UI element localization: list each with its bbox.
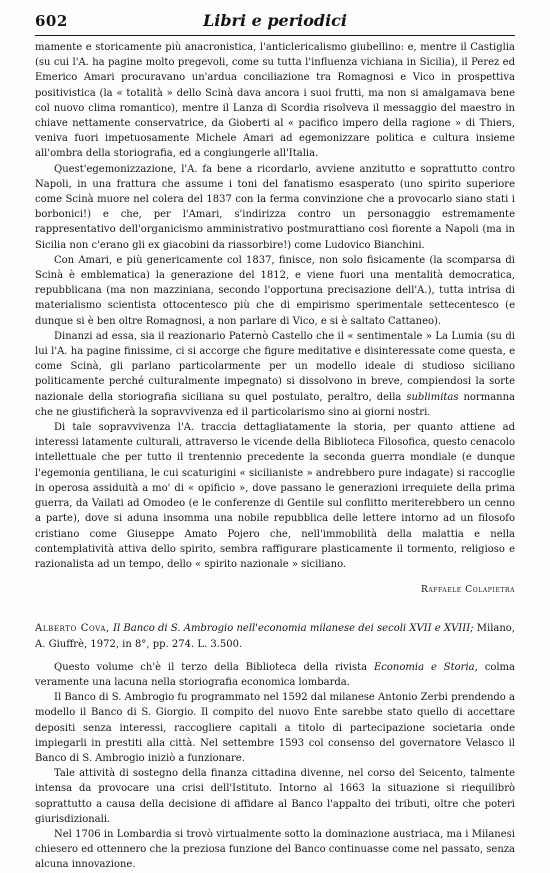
paragraph-text: normanna che ne giustificherà la sopravvivenza ed il particolarismo sino ai giorni nostri.	[35, 391, 515, 418]
review-paragraph: Tale attività di sostegno della finanza cittadina divenne, nel corso del Seicento, talmente intensa da provocare una crisi dell'Istituto. Intorno al 1663 la situazione si riequilibrò soprattutto a causa della decisione di affidare al Banco l'appalto dei tributi, oltre che poteri giurisdizionali.	[35, 768, 515, 825]
paragraph-text: Questo volume ch'è il terzo della Biblioteca della rivista	[54, 661, 374, 673]
page-number: 602	[35, 12, 68, 30]
italic-term: Economia e Storia	[374, 661, 475, 673]
paragraph: Quest'egemonizzazione, l'A. fa bene a ricordarlo, avviene anzitutto e soprattutto contro Napoli, in una frattura che assume i toni del fanatismo esasperato (uno spirito superiore come Scinà muore nel colera del 1837 con la ferma convinzione che a provocarlo siano stati i borbonici!) e che, per l'Amari, s'indirizza contro un personaggio estremamente rappresentativo dell'organicismo amministrativo postmurattiano così fiorente a Napoli (ma in Sicilia non c'erano gli ex giacobini da riassorbire!) come Ludovico Bianchini.	[35, 163, 515, 251]
paragraph	[35, 329, 515, 420]
header-rule	[35, 35, 515, 36]
italic-term: sublimitas	[406, 391, 459, 403]
review-book-title: Il Banco di S. Ambrogio nell'economia milanese dei secoli XVII e XVIII;	[113, 623, 474, 635]
review-publication-details: Milano, A. Giuffrè, 1972, in 8°, pp. 274. L. 3.500.	[35, 623, 515, 650]
review-citation	[35, 621, 515, 651]
review-paragraph	[35, 660, 515, 690]
review-paragraph: Nel 1706 in Lombardia si trovò virtualmente sotto la dominazione austriaca, ma i Milanesi chiesero ed ottennero che la preziosa funzione del Banco continuasse come nel passato, senza alcuna innovazione.	[35, 828, 515, 871]
paragraph: mamente e storicamente più anacronistica, l'anticlericalismo giubellino: e, mentre il Castiglia (su cui l'A. ha pagine molto pregevoli, come su tutta l'influenza vichiana in Sicilia), il Perez ed Emerico Amari procuravano un'ardua conciliazione tra Romagnosi e Vico in prospettiva positivistica (la « totalità » dello Scinà dava ancora i suoi frutti, ma non si amalgamava bene col nuovo clima romantico), mentre il Lanza di Scordia risolveva il messaggio del maestro in chiave nettamente conservatrice, da Gioberti al « pacifico impero della ragione » di Thiers, veniva fuori impetuosamente Michele Amari ad egemonizzare politica e cultura insieme all'ombra della storiografia, ed a congiungerle all'Italia.	[35, 42, 515, 160]
page-header	[35, 8, 515, 34]
author-signature: Raffaele Colapietra	[420, 585, 515, 596]
running-title: Libri e periodici	[203, 11, 347, 30]
article-body	[35, 40, 515, 873]
paragraph: Con Amari, e più genericamente col 1837, finisce, non solo fisicamente (la scomparsa di Scinà è emblematica) la generazione del 1812, e viene fuori una mentalità democratica, repubblicana (ma non mazziniana, secondo l'opportuna precisazione dell'A.), tutta intrisa di materialismo scientista ottocentesco più che di empirismo sperimentale settecentesco (e dunque si è ben oltre Romagnosi, a non parlare di Vico, e si è saltato Cattaneo).	[35, 254, 515, 327]
review-author: Alberto Cova,	[35, 623, 110, 635]
paragraph-text: Dinanzi ad essa, sia il reazionario Paternò Castello che il « sentimentale » La Lumia (su di lui l'A. ha pagine finissime, ci si accorge che figure meditative e disinteressate come questa, e come Scinà, gli parlano particolarmente per un modello ideale di studioso siciliano politicamente perché culturalmente impegnato) si dissolvono in breve, compiendosi la sorte nazionale della storiografia siciliana su quel postulato, peraltro, della	[35, 330, 515, 403]
paragraph: Di tale sopravvivenza l'A. traccia dettagliatamente la storia, per quanto attiene ad interessi latamente culturali, attraverso le vicende della Biblioteca Filosofica, questo cenacolo intellettuale che per tutto il trentennio precedente la seconda guerra mondiale (e dunque l'egemonia gentiliana, le cui scaturigini « sicilianiste » andrebbero pure indagate) si raccoglie in operosa assiduità a mo' di « opificio », dove passano le generazioni irrequiete della prima guerra, da Vailati ad Omodeo (e le conferenze di Gentile sul conflitto meriterebbero un cenno a parte), dove si aduna insomma una nobile repubblica delle lettere intorno ad un filosofo cristiano come Giuseppe Amato Pojero che, nell'immobilità della malattia e nella contemplatività attiva dello spirito, sembra raffigurare plasticamente il tormento, religioso e razionalista ad un tempo, dello « spirito nazionale » siciliano.	[35, 422, 515, 570]
paragraph-text: , colma veramente una lacuna nella storiografia economica lombarda.	[35, 661, 515, 688]
review-paragraph: Il Banco di S. Ambrogio fu programmato nel 1592 dal milanese Antonio Zerbi prendendo a modello il Banco di S. Giorgio. Il compito del nuovo Ente sarebbe stato quello di accettare depositi senza interessi, raccogliere capitali a titolo di partecipazione societaria onde impiegarli in prestiti alla città. Nel settembre 1593 col consenso del governatore Velasco il Banco di S. Ambrogio iniziò a funzionare.	[35, 692, 515, 764]
